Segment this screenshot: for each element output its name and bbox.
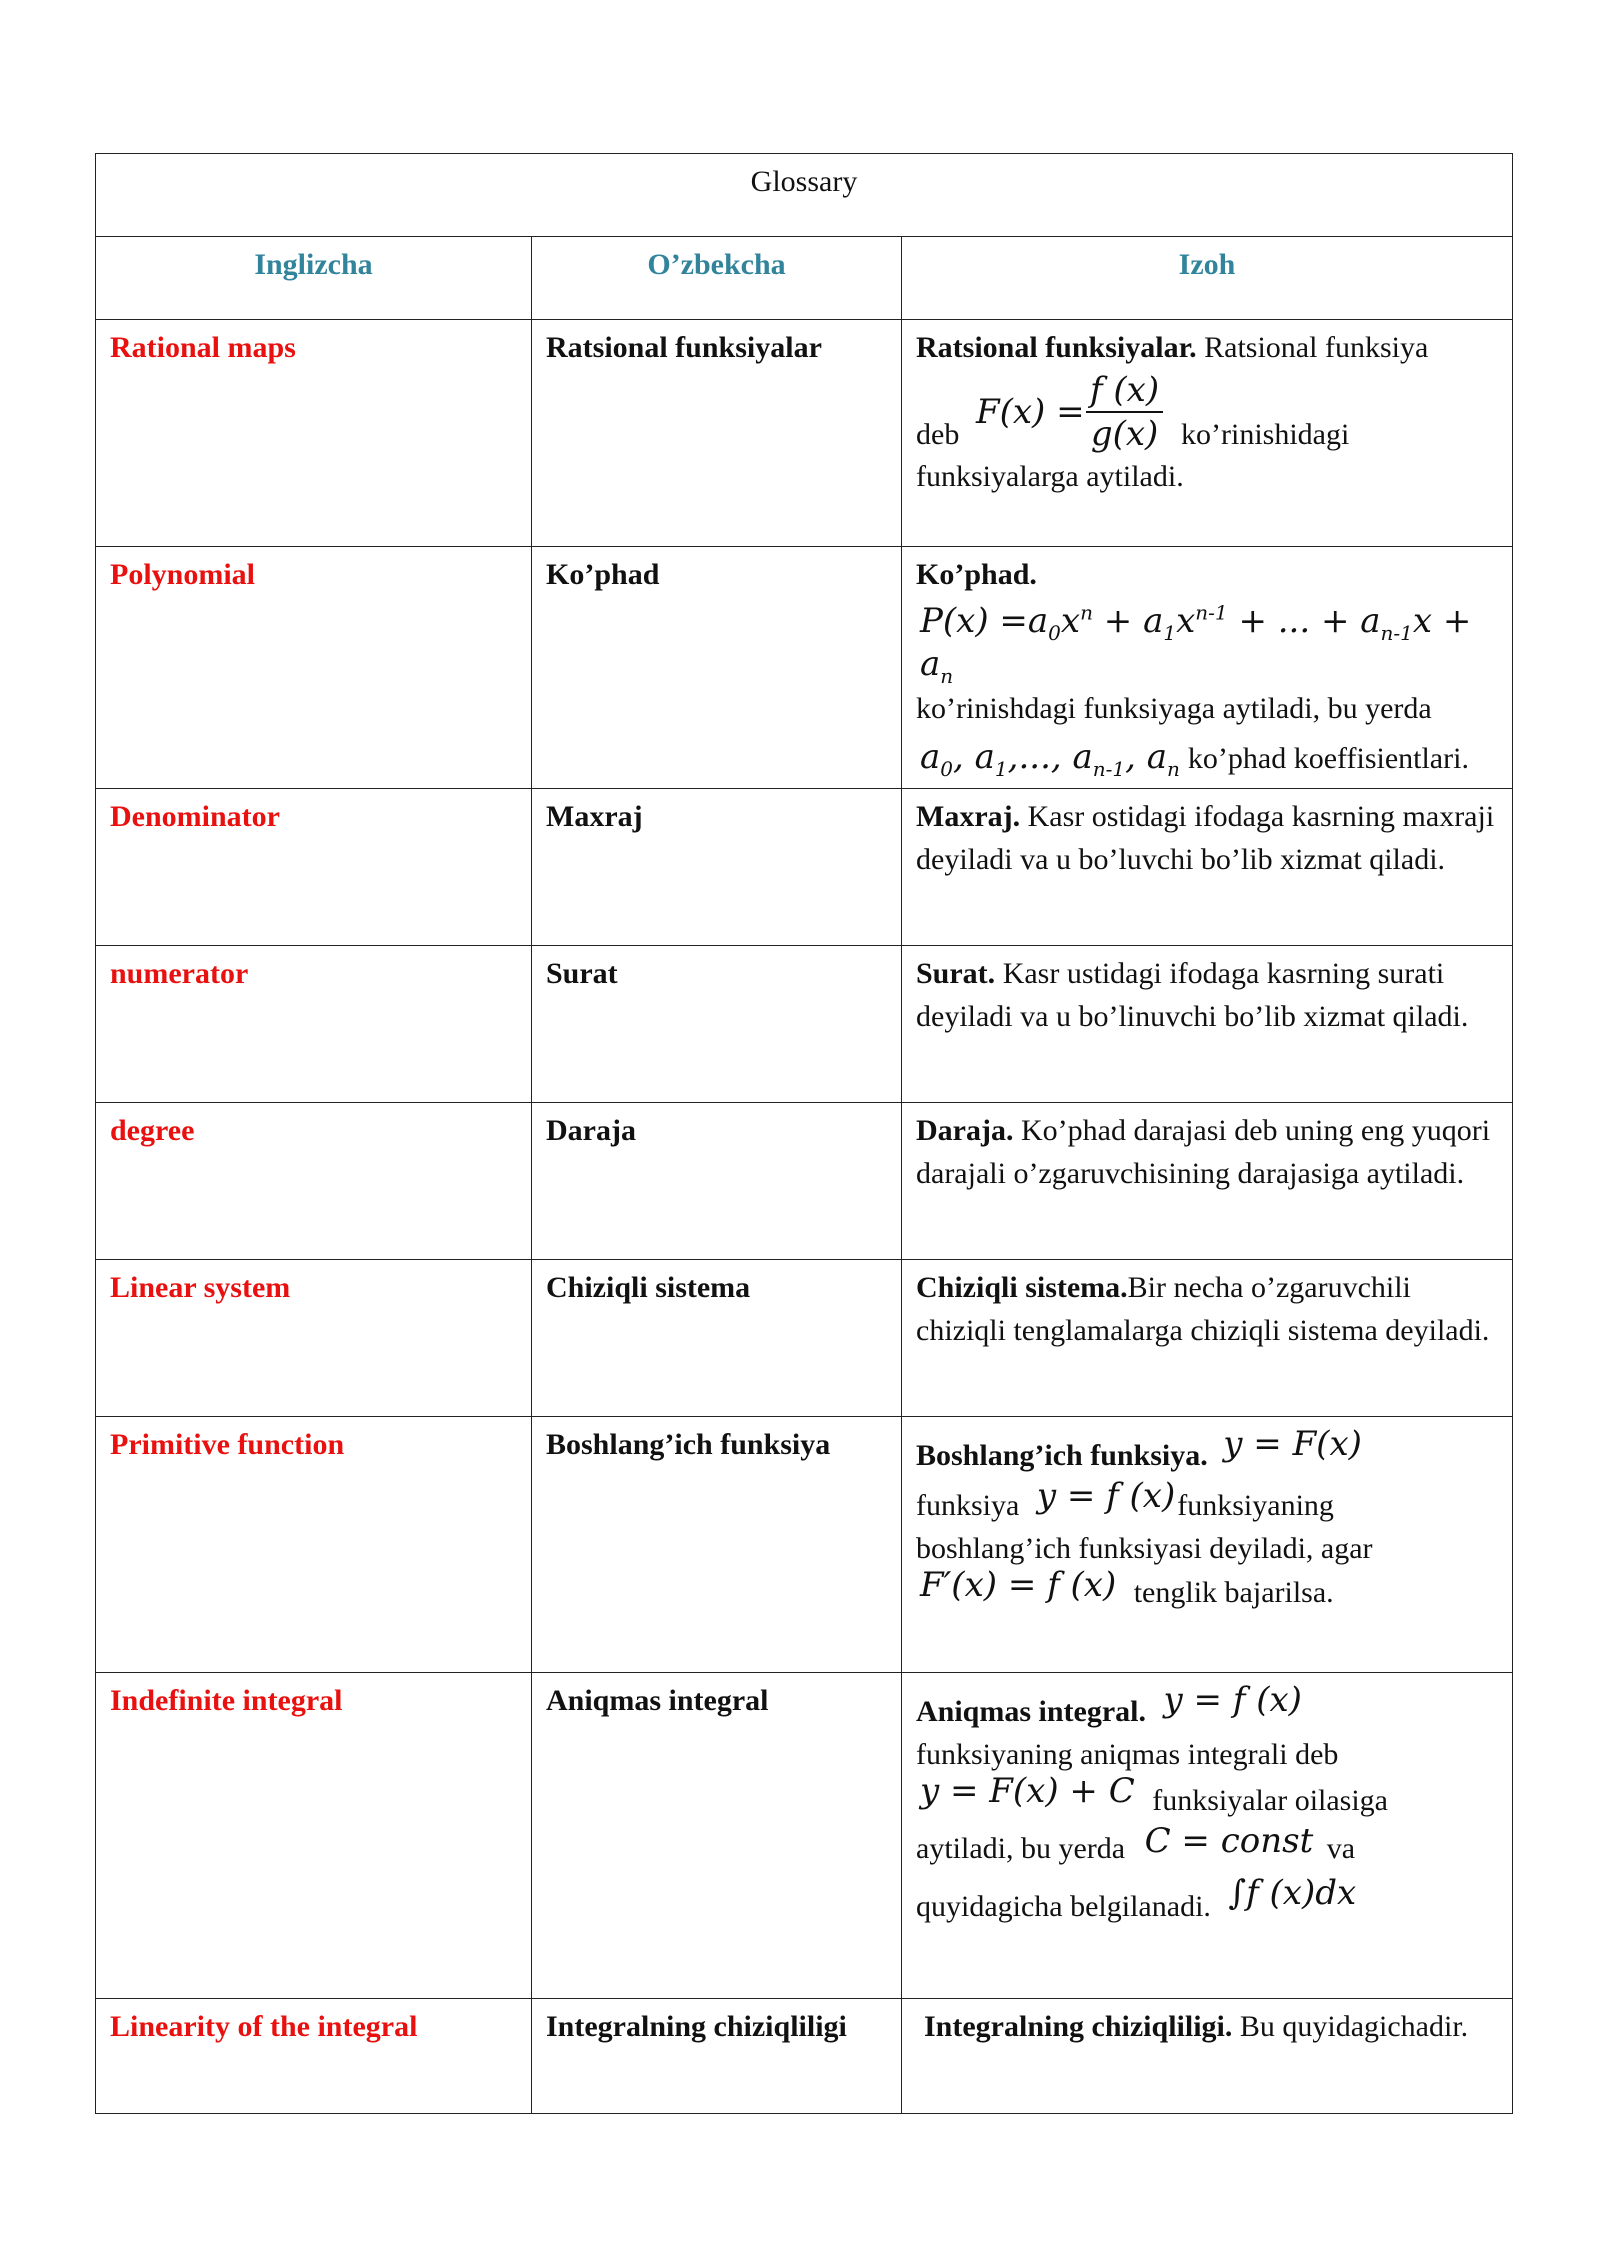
definition-text: aytiladi, bu yerda bbox=[916, 1832, 1126, 1865]
definition-text: boshlang’ich funksiyasi deyiladi, agar bbox=[916, 1532, 1373, 1565]
definition-term: Ratsional funksiyalar. bbox=[916, 331, 1197, 364]
formula-lhs: F(x) = bbox=[976, 392, 1085, 432]
formula: y = F(x) + C bbox=[920, 1771, 1135, 1811]
term-english: Rational maps bbox=[96, 320, 532, 547]
definition-text: Ko’phad darajasi deb uning eng yuqori darajali o’zgaruvchisining darajasiga aytiladi. bbox=[916, 1114, 1491, 1190]
definition-text: tenglik bajarilsa. bbox=[1133, 1576, 1334, 1609]
term-uzbek: Boshlang’ich funksiya bbox=[532, 1417, 902, 1673]
table-row bbox=[96, 946, 1513, 1103]
term-definition bbox=[902, 946, 1513, 1103]
table-row bbox=[96, 1417, 1513, 1673]
definition-text: deb bbox=[916, 418, 960, 451]
term-english: degree bbox=[96, 1103, 532, 1260]
formula: F′(x) = f (x) bbox=[920, 1565, 1117, 1605]
header-row bbox=[96, 237, 1513, 320]
definition-text: funksiya bbox=[916, 1489, 1020, 1522]
term-english: Primitive function bbox=[96, 1417, 532, 1673]
formula: y = f (x) bbox=[1036, 1476, 1176, 1516]
term-uzbek: Maxraj bbox=[532, 789, 902, 946]
term-definition bbox=[902, 1673, 1513, 1999]
header-explanation: Izoh bbox=[902, 237, 1513, 320]
term-uzbek: Ko’phad bbox=[532, 547, 902, 789]
definition-text: Kasr ostidagi ifodaga kasrning maxraji deyiladi va u bo’luvchi bo’lib xizmat qiladi. bbox=[916, 800, 1495, 876]
fraction-denominator: g(x) bbox=[1090, 414, 1159, 454]
integral-formula: ∫f (x)dx bbox=[1228, 1873, 1357, 1913]
formula-fraction bbox=[1086, 369, 1163, 455]
formula: y = f (x) bbox=[1163, 1680, 1302, 1720]
term-english: numerator bbox=[96, 946, 532, 1103]
term-definition bbox=[902, 1260, 1513, 1417]
definition-text: funksiyalarga aytiladi. bbox=[916, 460, 1184, 493]
term-uzbek: Aniqmas integral bbox=[532, 1673, 902, 1999]
table-row bbox=[96, 1673, 1513, 1999]
formula: C = const bbox=[1144, 1821, 1314, 1861]
formula: y = F(x) bbox=[1223, 1424, 1362, 1464]
term-uzbek: Integralning chiziqliligi bbox=[532, 1999, 902, 2114]
term-definition bbox=[902, 1417, 1513, 1673]
definition-term: Chiziqli sistema. bbox=[916, 1271, 1128, 1304]
definition-text: Bir necha o’zgaruvchili chiziqli tenglamalarga chiziqli sistema deyiladi. bbox=[916, 1271, 1490, 1347]
term-uzbek: Chiziqli sistema bbox=[532, 1260, 902, 1417]
term-english: Linearity of the integral bbox=[96, 1999, 532, 2114]
table-row bbox=[96, 320, 1513, 547]
definition-text: funksiyaning bbox=[1177, 1489, 1334, 1522]
table-row bbox=[96, 1260, 1513, 1417]
definition-text: Ratsional funksiya bbox=[1204, 331, 1429, 364]
coefficients-formula: $a_0$, $a_1$,..., $a_{n-1}$, $a_n$ bbox=[920, 737, 1180, 781]
term-english: Indefinite integral bbox=[96, 1673, 532, 1999]
table-row bbox=[96, 789, 1513, 946]
term-english: Polynomial bbox=[96, 547, 532, 789]
glossary-table bbox=[95, 153, 1513, 2114]
definition-text: funksiyaning aniqmas integrali deb bbox=[916, 1738, 1339, 1771]
definition-term: Boshlang’ich funksiya. bbox=[916, 1439, 1208, 1472]
table-row bbox=[96, 1999, 1513, 2114]
term-english: Denominator bbox=[96, 789, 532, 946]
definition-text: ko’phad koeffisientlari. bbox=[1187, 742, 1469, 775]
term-definition bbox=[902, 789, 1513, 946]
definition-term: Daraja. bbox=[916, 1114, 1014, 1147]
header-uzbek: O’zbekcha bbox=[532, 237, 902, 320]
definition-text: funksiyalar oilasiga bbox=[1152, 1784, 1389, 1817]
table-row bbox=[96, 1103, 1513, 1260]
header-english: Inglizcha bbox=[96, 237, 532, 320]
definition-text: va bbox=[1326, 1832, 1356, 1865]
definition-term: Ko’phad. bbox=[916, 558, 1037, 591]
definition-text: Bu quyidagichadir. bbox=[1232, 2010, 1469, 2043]
definition-text: ko’rinishidagi bbox=[1181, 418, 1350, 451]
term-definition bbox=[902, 1999, 1513, 2114]
term-english: Linear system bbox=[96, 1260, 532, 1417]
term-uzbek: Ratsional funksiyalar bbox=[532, 320, 902, 547]
glossary-title: Glossary bbox=[96, 154, 1513, 237]
table-row bbox=[96, 547, 1513, 789]
term-definition bbox=[902, 547, 1513, 789]
term-definition bbox=[902, 320, 1513, 547]
definition-text: Kasr ustidagi ifodaga kasrning surati deyiladi va u bo’linuvchi bo’lib xizmat qiladi. bbox=[916, 957, 1469, 1033]
term-uzbek: Daraja bbox=[532, 1103, 902, 1260]
definition-term: Integralning chiziqliligi. bbox=[924, 2010, 1233, 2043]
definition-term: Maxraj. bbox=[916, 800, 1021, 833]
term-uzbek: Surat bbox=[532, 946, 902, 1103]
definition-text: ko’rinishdagi funksiyaga aytiladi, bu yerda bbox=[916, 692, 1432, 725]
definition-text: quyidagicha belgilanadi. bbox=[916, 1890, 1211, 1923]
definition-term: Aniqmas integral. bbox=[916, 1695, 1147, 1728]
fraction-numerator: f (x) bbox=[1086, 369, 1163, 413]
polynomial-formula: $P(x) =a_0x^n + a_1x^{n-1}$ + ... + $a_{n-1}x + a_n$ bbox=[920, 600, 1472, 688]
term-definition bbox=[902, 1103, 1513, 1260]
definition-term: Surat. bbox=[916, 957, 996, 990]
title-row bbox=[96, 154, 1513, 237]
